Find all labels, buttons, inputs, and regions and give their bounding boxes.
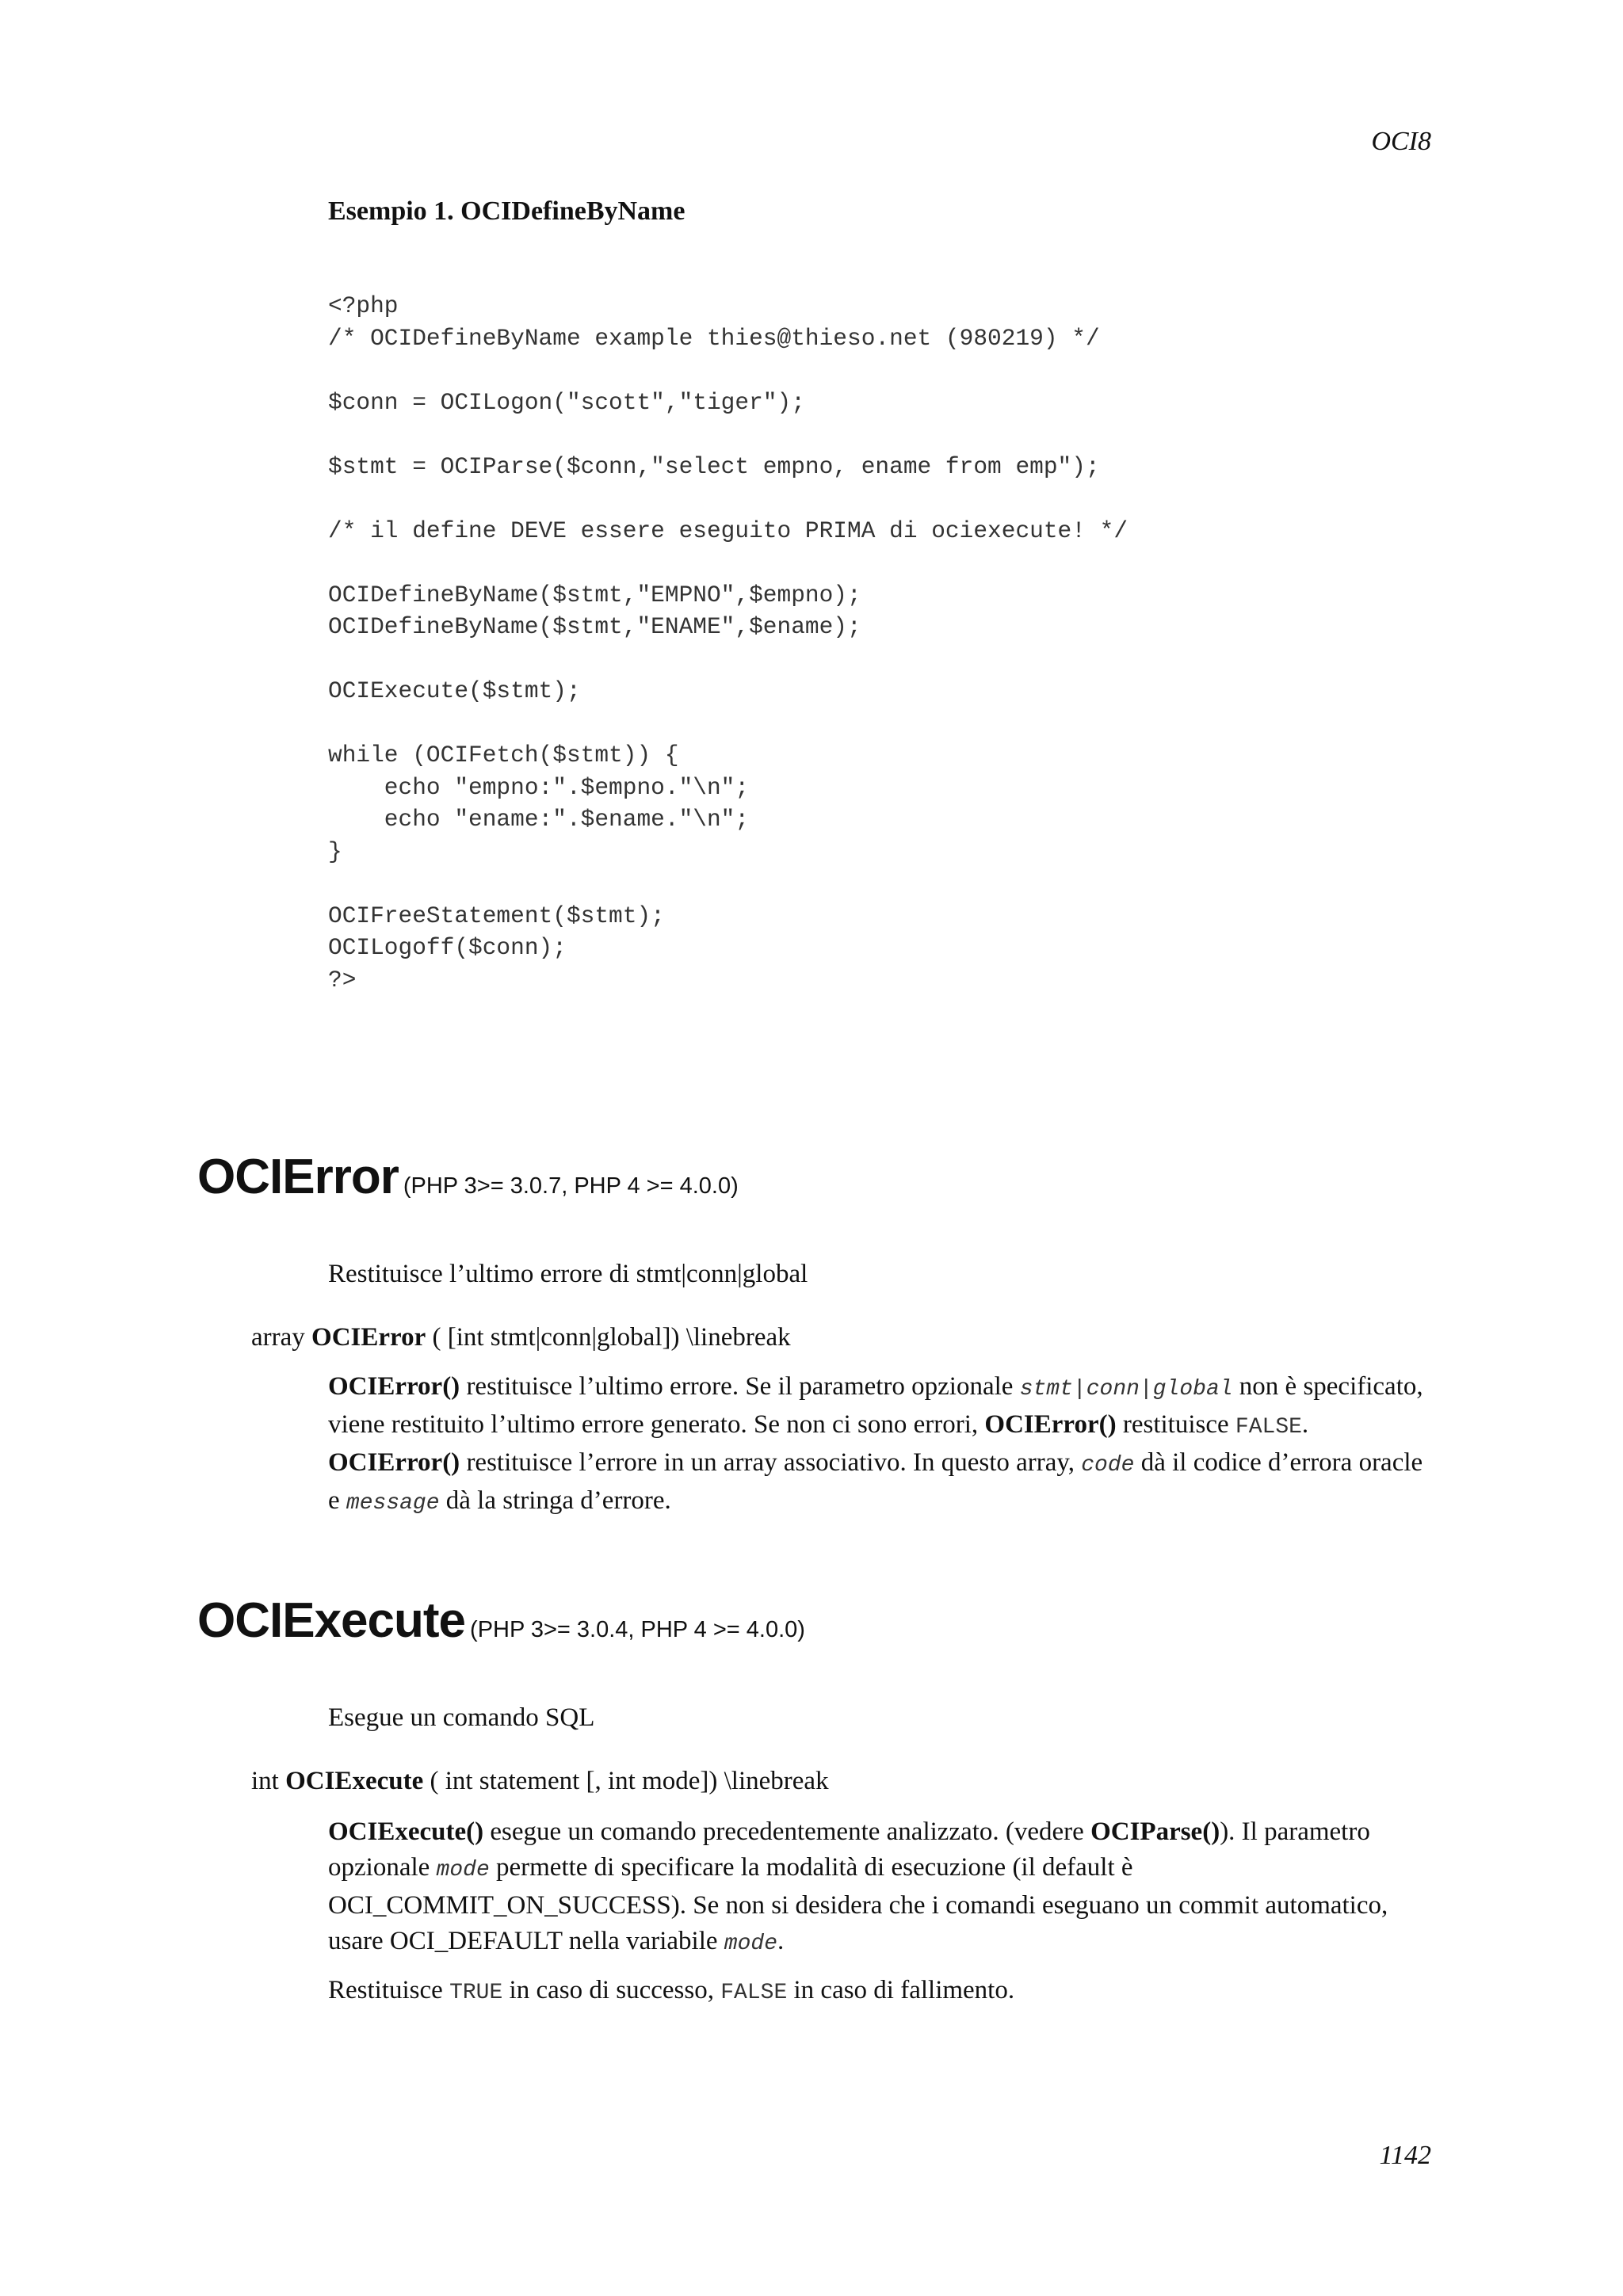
code-line: OCIDefineByName($stmt,"ENAME",$ename);: [328, 613, 861, 640]
constant: FALSE: [720, 1981, 788, 2005]
text: restituisce l’errore in un array associativo. In questo array,: [460, 1448, 1082, 1477]
code-line: ?>: [328, 966, 357, 994]
function-ref: OCIError(): [984, 1410, 1117, 1439]
ociexecute-synopsis: [251, 1767, 829, 1796]
text: permette di specificare la modalità di esecuzione (il default è OCI_COMMIT_ON_SUCCESS). Se non si desidera che i comandi eseguano un commit automatico, usare OCI_DEFAULT nella variabile: [328, 1853, 1388, 1955]
ocierror-synopsis: [251, 1323, 791, 1352]
arguments: ( [int stmt|conn|global]) \linebreak: [432, 1323, 791, 1352]
parameter: mode: [436, 1858, 490, 1882]
ociexecute-title: OCIExecute: [197, 1593, 466, 1648]
ocierror-heading: [197, 1149, 739, 1205]
ociexecute-purpose: Esegue un comando SQL: [328, 1703, 595, 1732]
return-type: int: [251, 1767, 279, 1795]
code-line: }: [328, 837, 342, 865]
ocierror-purpose: Restituisce l’ultimo errore di stmt|conn|global: [328, 1260, 808, 1288]
function-name: OCIExecute: [285, 1767, 424, 1795]
page-number: 1142: [1379, 2141, 1431, 2170]
function-name: OCIError: [311, 1323, 426, 1352]
function-ref: OCIError(): [328, 1372, 460, 1401]
code-line: $conn = OCILogon("scott","tiger");: [328, 388, 805, 416]
text: .: [777, 1927, 785, 1955]
text: in caso di fallimento.: [787, 1976, 1015, 2004]
text: Restituisce: [328, 1976, 450, 2004]
function-ref: OCIError(): [328, 1448, 460, 1477]
ociexecute-version: (PHP 3>= 3.0.4, PHP 4 >= 4.0.0): [470, 1617, 805, 1642]
code-line: OCIFreeStatement($stmt);: [328, 902, 665, 929]
parameter: mode: [724, 1932, 777, 1956]
text: dà la stringa d’errore.: [439, 1486, 671, 1515]
example-title: Esempio 1. OCIDefineByName: [328, 196, 685, 226]
constant: FALSE: [1235, 1415, 1302, 1440]
ocierror-title: OCIError: [197, 1150, 399, 1204]
function-ref: OCIExecute(): [328, 1817, 484, 1846]
text: restituisce l’ultimo errore. Se il parametro opzionale: [460, 1372, 1020, 1401]
text: esegue un comando precedentemente analizzato. (vedere: [483, 1817, 1091, 1846]
code-line: OCILogoff($conn);: [328, 934, 567, 961]
ociexecute-heading: [197, 1592, 805, 1649]
ociexecute-description: [328, 1814, 1438, 1962]
code-line: echo "empno:".$empno."\n";: [328, 773, 750, 801]
text: .: [1301, 1410, 1309, 1439]
code-line: /* OCIDefineByName example thies@thieso.net (980219) */: [328, 324, 1100, 352]
text: non è specificato, viene restituito l’ultimo errore generato. Se non ci sono errori,: [328, 1372, 1423, 1439]
running-header: OCI8: [1371, 127, 1431, 156]
code-line: echo "ename:".$ename."\n";: [328, 806, 750, 833]
text: ). Il parametro opzionale: [328, 1817, 1370, 1882]
code-block: [328, 290, 1128, 996]
constant: TRUE: [449, 1981, 503, 2005]
text: in caso di successo,: [502, 1976, 721, 2004]
code-line: OCIExecute($stmt);: [328, 677, 581, 704]
function-ref: OCIParse(): [1090, 1817, 1220, 1846]
ociexecute-returns: [328, 1973, 1438, 2011]
ocierror-version: (PHP 3>= 3.0.7, PHP 4 >= 4.0.0): [403, 1173, 739, 1199]
code-line: $stmt = OCIParse($conn,"select empno, ename from emp");: [328, 452, 1100, 480]
ocierror-description: [328, 1369, 1438, 1521]
arguments: ( int statement [, int mode]) \linebreak: [430, 1767, 829, 1795]
code-line: OCIDefineByName($stmt,"EMPNO",$empno);: [328, 581, 861, 608]
return-type: array: [251, 1323, 305, 1352]
text: dà il codice d’errora oracle e: [328, 1448, 1423, 1515]
parameter: message: [346, 1491, 440, 1516]
parameter: stmt|conn|global: [1019, 1377, 1233, 1402]
text: restituisce: [1116, 1410, 1235, 1439]
parameter: code: [1081, 1453, 1135, 1478]
code-line: while (OCIFetch($stmt)) {: [328, 742, 679, 769]
code-line: <?php: [328, 292, 399, 319]
code-line: /* il define DEVE essere eseguito PRIMA di ociexecute! */: [328, 517, 1128, 544]
